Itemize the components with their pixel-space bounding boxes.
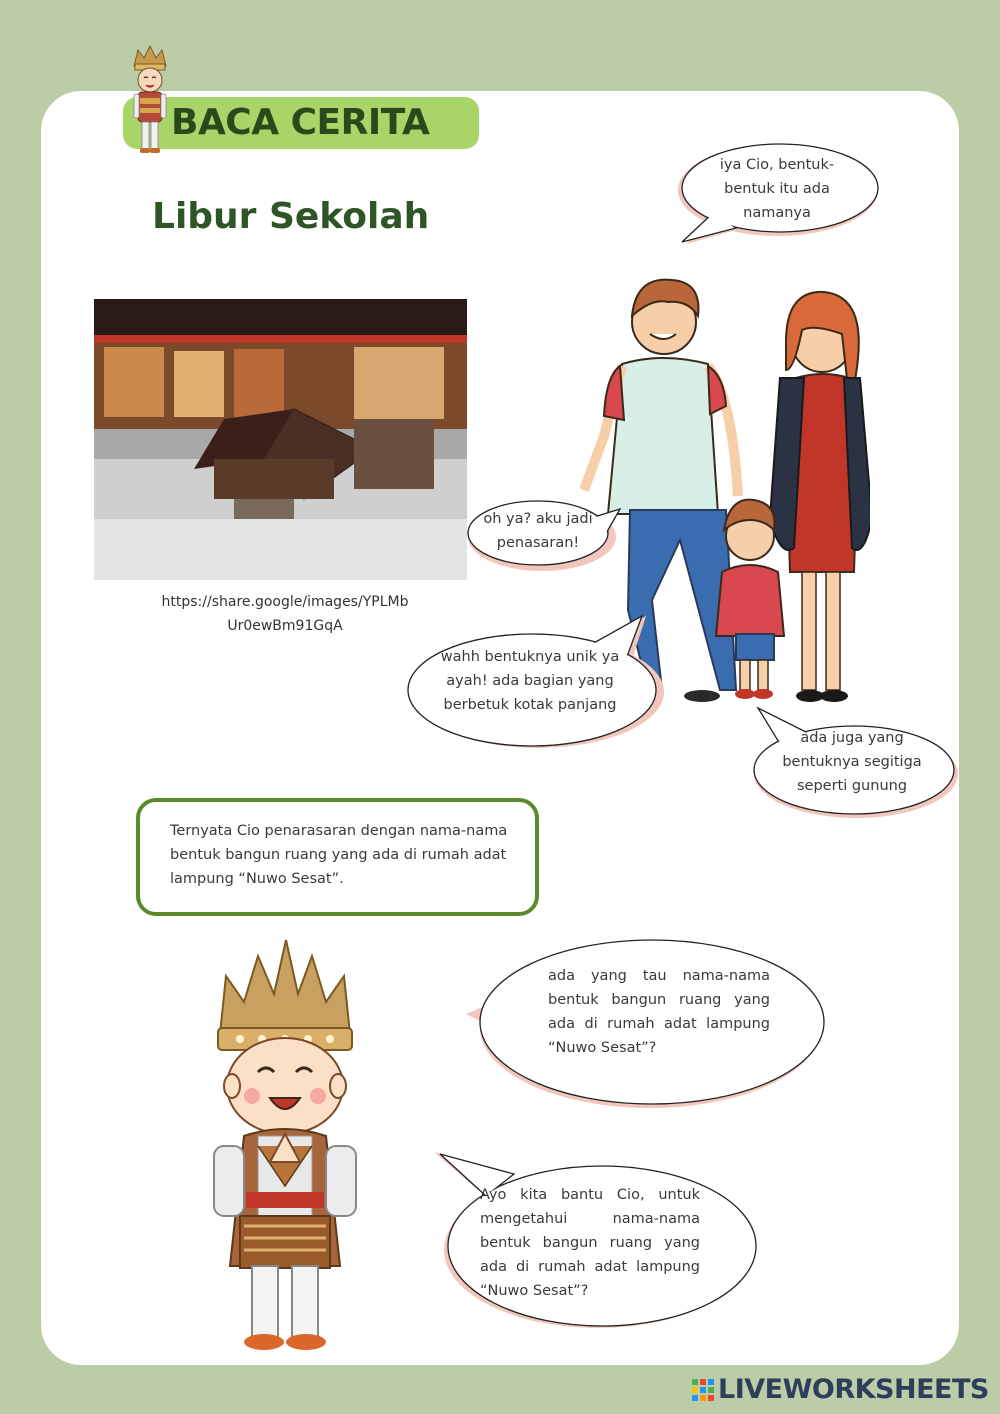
section-label: BACA CERITA xyxy=(171,102,430,143)
speech-bubble-mother xyxy=(656,140,882,252)
museum-photo xyxy=(94,299,467,580)
speech-bubble-cio-invite xyxy=(428,1150,762,1334)
speech-bubble-father xyxy=(464,497,624,577)
narration-text: Ternyata Cio penarasaran dengan nama-nama bentuk bangun ruang yang ada di rumah adat lampung “Nuwo Sesat”. xyxy=(170,823,508,887)
speech-bubble-mother-text: iya Cio, bentuk-bentuk itu ada namanya xyxy=(719,157,835,221)
cio-character xyxy=(200,936,370,1356)
brand-name: LIVEWORKSHEETS xyxy=(718,1374,989,1405)
speech-bubble-mother-2-text: ada juga yang bentuknya segitiga seperti gunung xyxy=(782,730,922,794)
liveworksheets-logo-icon xyxy=(692,1379,714,1401)
header-mascot-icon xyxy=(128,44,172,158)
speech-bubble-child-text: wahh bentuknya unik ya ayah! ada bagian yang berbetuk kotak panjang xyxy=(440,649,620,713)
photo-caption: https://share.google/images/YPLMb Ur0ewBm91GqA xyxy=(161,594,409,634)
story-title: Libur Sekolah xyxy=(152,196,430,237)
speech-bubble-child xyxy=(396,612,670,752)
speech-bubble-father-text: oh ya? aku jadi penasaran! xyxy=(483,511,593,551)
speech-bubble-mother-2 xyxy=(744,706,960,822)
narration-box xyxy=(136,798,539,916)
speech-bubble-cio-question xyxy=(464,932,830,1114)
speech-bubble-cio-question-text: ada yang tau nama-nama bentuk bangun ruang yang ada di rumah adat lampung “Nuwo Sesat”? xyxy=(548,968,770,1056)
section-banner xyxy=(123,97,479,149)
speech-bubble-cio-invite-text: Ayo kita bantu Cio, untuk mengetahui nama-nama bentuk bangun ruang yang ada di rumah adat lampung “Nuwo Sesat”? xyxy=(480,1187,700,1299)
